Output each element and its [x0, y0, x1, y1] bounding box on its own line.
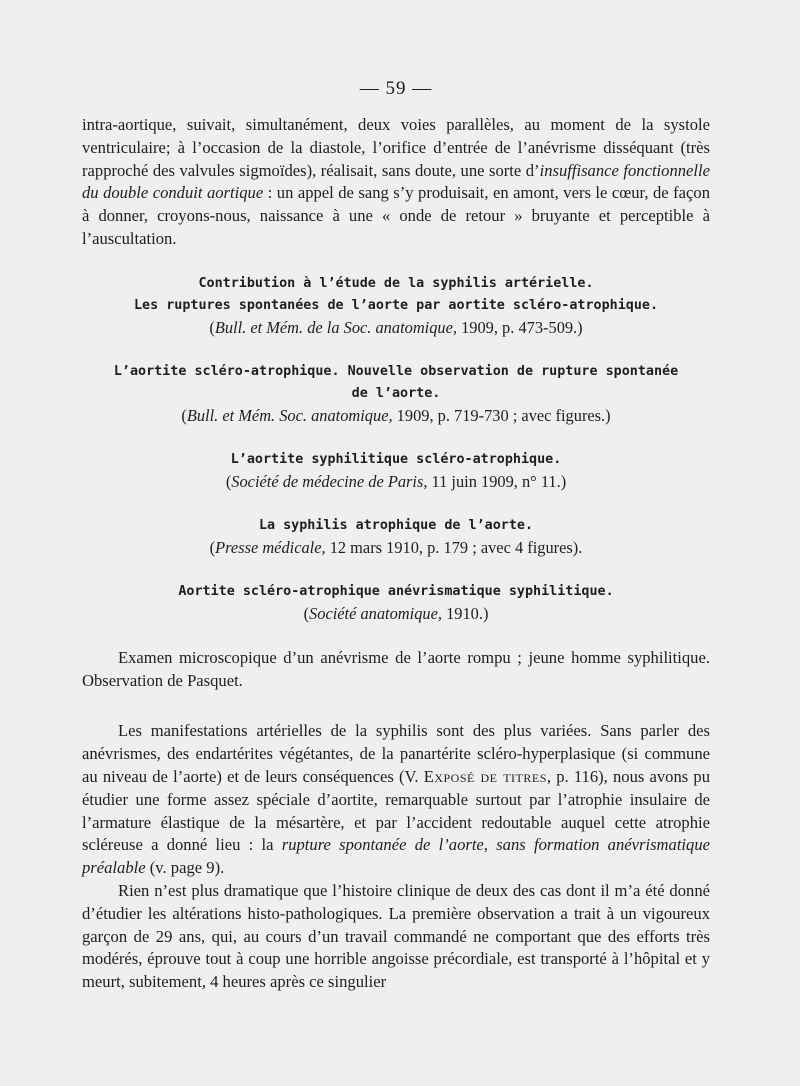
reference-4-journal: Presse médicale, — [215, 537, 326, 557]
reference-5-journal: Société anatomique, — [309, 603, 442, 623]
reference-1-title-line-2: Les ruptures spontanées de l’aorte par aortite scléro-atrophique. — [133, 297, 659, 313]
reference-3 — [82, 449, 710, 493]
rien-paragraph: Rien n’est plus dramatique que l’histoire clinique de deux des cas dont il m’a été donné d’étudier les altérations histo-pathologiques. La première observation a trait à un vigoureux garçon de 29 ans, qui, au cours d’un travail commandé ne comportant que des efforts très modérés, éprouve tout à coup une horrible angoisse précordiale, est transporté à l’hôpital et y meurt, subitement, 4 heures après ce singulier — [82, 880, 710, 992]
manifestations-italic: rupture spontanée de l’aorte, sans formation anévrismatique préalable — [82, 835, 710, 878]
intro-paragraph — [82, 114, 710, 251]
reference-2-title-line-1: L’aortite scléro-atrophique. Nouvelle observation de rupture spontanée — [113, 363, 679, 379]
intro-text-1: intra-aortique, suivait, simultanément, deux voies parallèles, au moment de la systole ventriculaire; à l’occasion de la diastole, l’orifice d’entrée de l’anévrisme disséquant (très rapproché des valvules sigmoïdes), réalisait, sans doute, une sorte d’ — [82, 115, 710, 180]
reference-1-journal: Bull. et Mém. de la Soc. anatomique, — [214, 317, 457, 337]
reference-5 — [82, 581, 710, 625]
reference-3-source: (Société de médecine de Paris, 11 juin 1909, n° 11.) — [225, 471, 567, 491]
reference-2-title-line-2: de l’aorte. — [351, 385, 441, 401]
reference-1-title-line-1: Contribution à l’étude de la syphilis artérielle. — [198, 275, 594, 291]
reference-2 — [82, 361, 710, 427]
reference-3-title: L’aortite syphilitique scléro-atrophique. — [230, 451, 562, 467]
intro-italic-phrase: insuffisance fonctionnelle du double conduit aortique — [82, 160, 711, 203]
reference-1-source: (Bull. et Mém. de la Soc. anatomique, 1909, p. 473-509.) — [209, 317, 583, 337]
manifestations-text-1: Les manifestations artérielles de la syphilis sont des plus variées. Sans parler des anévrismes, des endartérites végétantes, de la panartérite scléro-hyperplasique (si commune au niveau de l’aorte) et de leurs conséquences (V. — [82, 721, 710, 786]
exam-paragraph: Examen microscopique d’un anévrisme de l’aorte rompu ; jeune homme syphilitique. Observation de Pasquet. — [82, 647, 710, 690]
reference-2-source: (Bull. et Mém. Soc. anatomique, 1909, p. 719-730 ; avec figures.) — [181, 405, 611, 425]
reference-5-title: Aortite scléro-atrophique anévrismatique syphilitique. — [178, 583, 614, 599]
reference-4-title: La syphilis atrophique de l’aorte. — [258, 517, 534, 533]
reference-1 — [82, 273, 710, 339]
page-number: — 59 — — [359, 78, 433, 99]
reference-2-journal: Bull. et Mém. Soc. anatomique, — [186, 405, 393, 425]
reference-4-source: (Presse médicale, 12 mars 1910, p. 179 ; avec 4 figures). — [209, 537, 583, 557]
manifestations-text-3: (v. page 9). — [145, 858, 225, 878]
reference-4 — [82, 515, 710, 559]
manifestations-smallcaps: Exposé de titres — [423, 766, 547, 786]
manifestations-text-2: , p. 116), nous avons pu étudier une forme assez spéciale d’aortite, remarquable surtout par l’atrophie insulaire de l’armature élastique de la mésartère, et par l’accident redoutable auquel cette atrophie scléreuse a donné lieu : la — [82, 766, 710, 855]
intro-text-2: : un appel de sang s’y produisait, en amont, vers le cœur, de façon à donner, croyons-nous, naissance à une « onde de retour » bruyante et perceptible à l’auscultation. — [82, 183, 710, 248]
reference-5-source: (Société anatomique, 1910.) — [303, 603, 489, 623]
manifestations-paragraph — [82, 720, 710, 880]
reference-3-journal: Société de médecine de Paris, — [231, 471, 428, 491]
